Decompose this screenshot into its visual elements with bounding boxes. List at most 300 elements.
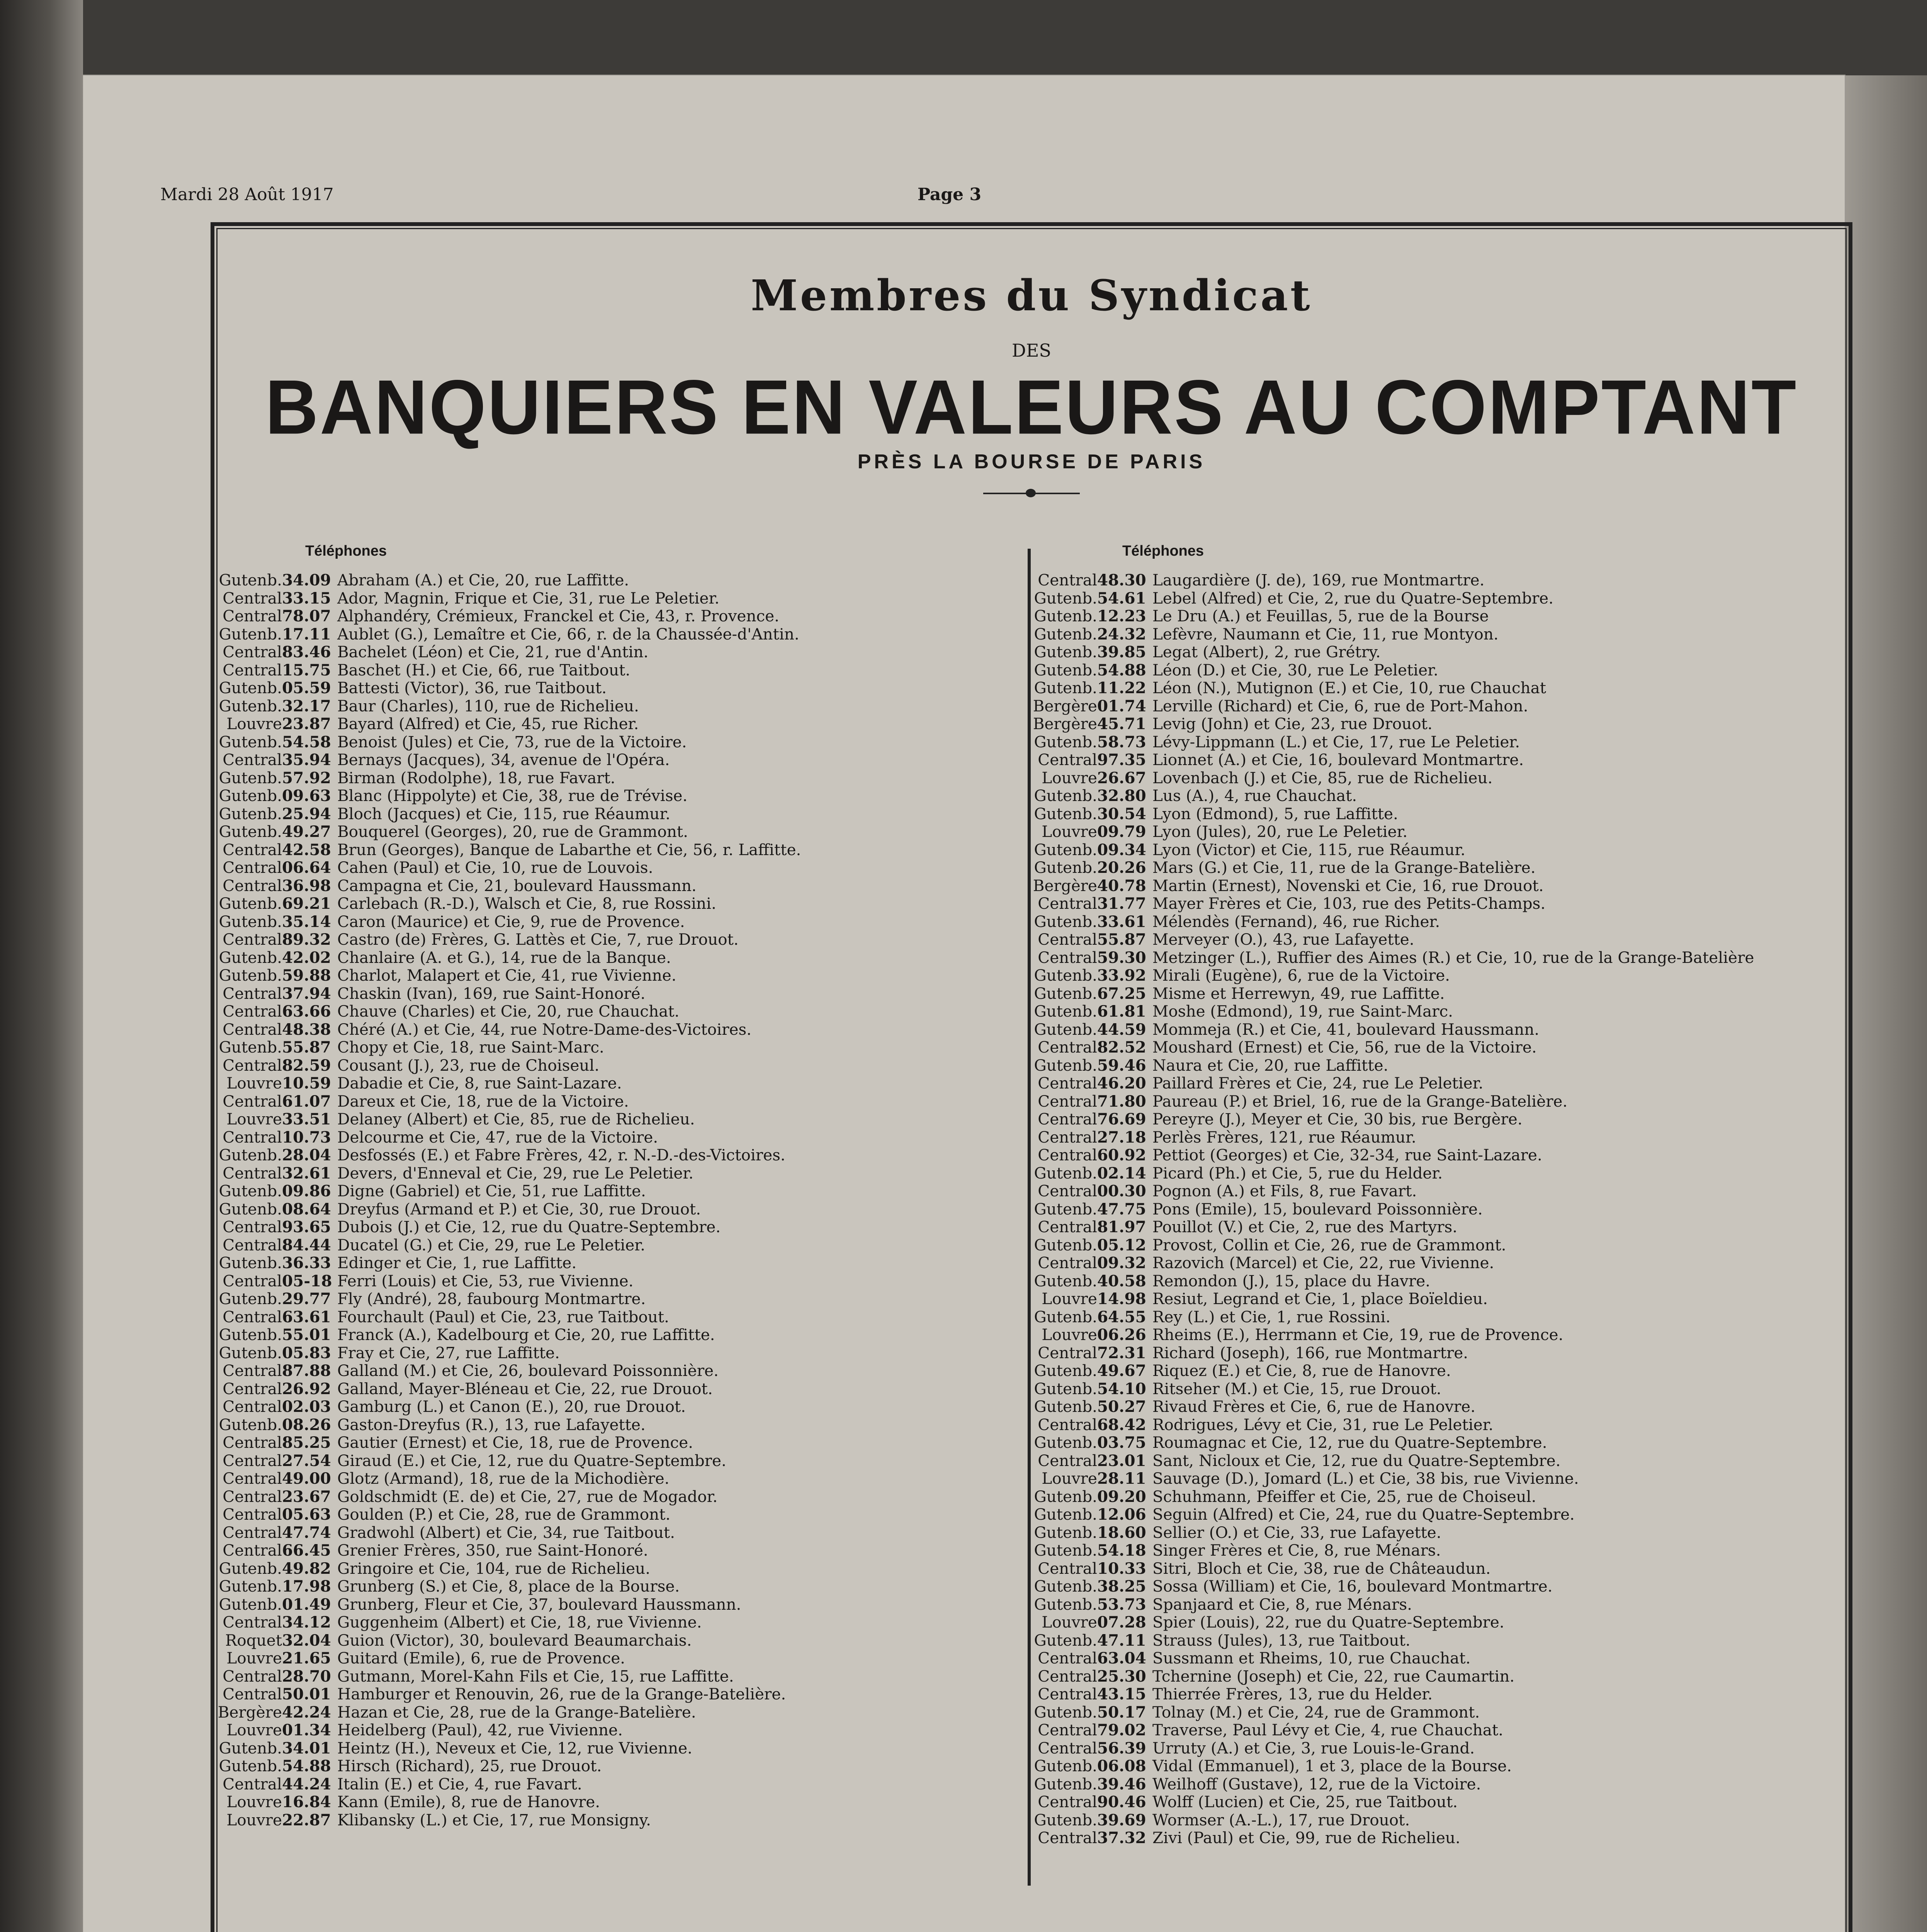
member-exchange: Central (223, 1235, 282, 1254)
member-phone: 09.20 (1097, 1487, 1146, 1506)
member-row (1001, 643, 1754, 661)
member-exchange: Central (1038, 948, 1097, 967)
member-exchange: Central (223, 1002, 282, 1020)
member-row (185, 643, 801, 661)
member-phone: 54.10 (1097, 1379, 1146, 1398)
member-row (185, 1577, 801, 1595)
member-phone: 63.61 (282, 1307, 331, 1326)
member-row (185, 823, 801, 841)
member-exchange: Gutenb. (1034, 1505, 1097, 1524)
member-exchange: Gutenb. (219, 966, 282, 985)
member-row (1001, 1739, 1754, 1757)
member-name: Naura et Cie, 20, rue Laffitte. (1152, 1056, 1388, 1075)
member-row (185, 1703, 801, 1721)
member-row (1001, 1524, 1754, 1542)
member-exchange: Central (223, 840, 282, 859)
member-name: Birman (Rodolphe), 18, rue Favart. (337, 768, 615, 787)
member-row (185, 1434, 801, 1452)
member-phone: 02.14 (1097, 1163, 1146, 1182)
member-exchange: Central (1038, 930, 1097, 949)
member-name: Bachelet (Léon) et Cie, 21, rue d'Antin. (337, 643, 649, 661)
member-row (1001, 805, 1754, 823)
member-row (1001, 1721, 1754, 1739)
member-name: Chopy et Cie, 18, rue Saint-Marc. (337, 1038, 604, 1056)
member-row (1001, 625, 1754, 643)
member-phone: 55.87 (282, 1038, 331, 1056)
member-phone: 82.52 (1097, 1038, 1146, 1056)
member-phone: 34.12 (282, 1613, 331, 1631)
member-row (1001, 1469, 1754, 1488)
member-phone: 27.18 (1097, 1128, 1146, 1146)
member-phone: 43.15 (1097, 1685, 1146, 1703)
member-exchange: Louvre (1042, 1289, 1097, 1308)
member-phone: 06.64 (282, 858, 331, 877)
member-row (1001, 679, 1754, 697)
telephones-header-left: Téléphones (305, 543, 387, 559)
member-phone: 42.24 (282, 1702, 331, 1721)
member-phone: 26.92 (282, 1379, 331, 1398)
member-phone: 46.20 (1097, 1074, 1146, 1092)
member-row (1001, 1020, 1754, 1039)
member-phone: 59.30 (1097, 948, 1146, 967)
member-exchange: Central (223, 1685, 282, 1703)
member-row (1001, 1595, 1754, 1614)
member-row (1001, 787, 1754, 805)
member-phone: 36.98 (282, 876, 331, 895)
member-row (185, 913, 801, 931)
member-row (1001, 1128, 1754, 1146)
member-phone: 90.46 (1097, 1793, 1146, 1811)
member-name: Wolff (Lucien) et Cie, 25, rue Taitbout. (1152, 1793, 1458, 1811)
member-exchange: Gutenb. (1034, 1487, 1097, 1506)
member-exchange: Louvre (226, 1810, 282, 1829)
ornament-divider (983, 493, 1080, 497)
member-exchange: Gutenb. (219, 732, 282, 751)
member-name: Battesti (Victor), 36, rue Taitbout. (337, 679, 607, 697)
member-row (185, 1038, 801, 1056)
member-row (1001, 913, 1754, 931)
member-row (185, 1613, 801, 1631)
member-phone: 56.39 (1097, 1738, 1146, 1757)
member-phone: 09.32 (1097, 1253, 1146, 1272)
member-name: Picard (Ph.) et Cie, 5, rue du Helder. (1152, 1163, 1443, 1182)
member-row (1001, 715, 1754, 733)
member-row (1001, 589, 1754, 607)
member-name: Benoist (Jules) et Cie, 73, rue de la Victoire. (337, 732, 687, 751)
member-exchange: Louvre (226, 1649, 282, 1667)
member-exchange: Gutenb. (219, 696, 282, 715)
member-phone: 33.92 (1097, 966, 1146, 985)
member-exchange: Central (1038, 894, 1097, 913)
member-row (185, 1110, 801, 1128)
member-row (185, 805, 801, 823)
member-phone: 01.49 (282, 1595, 331, 1614)
member-exchange: Gutenb. (1034, 1379, 1097, 1398)
member-phone: 63.66 (282, 1002, 331, 1020)
member-name: Spanjaard et Cie, 8, rue Ménars. (1152, 1595, 1412, 1614)
member-exchange: Gutenb. (1034, 1397, 1097, 1416)
member-name: Zivi (Paul) et Cie, 99, rue de Richelieu. (1152, 1828, 1461, 1847)
member-name: Edinger et Cie, 1, rue Laffitte. (337, 1253, 577, 1272)
member-phone: 54.88 (1097, 660, 1146, 679)
member-name: Rey (L.) et Cie, 1, rue Rossini. (1152, 1307, 1391, 1326)
member-name: Moushard (Ernest) et Cie, 56, rue de la Victoire. (1152, 1038, 1537, 1056)
member-phone: 48.30 (1097, 571, 1146, 589)
member-phone: 68.42 (1097, 1415, 1146, 1434)
member-phone: 12.06 (1097, 1505, 1146, 1524)
member-exchange: Gutenb. (219, 1738, 282, 1757)
member-exchange: Gutenb. (1034, 1541, 1097, 1560)
member-phone: 12.23 (1097, 607, 1146, 625)
member-row (1001, 1775, 1754, 1793)
member-exchange: Central (223, 1613, 282, 1631)
member-phone: 06.08 (1097, 1757, 1146, 1775)
member-phone: 23.01 (1097, 1451, 1146, 1470)
member-phone: 42.58 (282, 840, 331, 859)
member-phone: 44.59 (1097, 1020, 1146, 1039)
member-phone: 17.98 (282, 1577, 331, 1595)
member-row (185, 1254, 801, 1272)
member-row (185, 1164, 801, 1182)
member-row (1001, 1613, 1754, 1631)
member-exchange: Central (1038, 1128, 1097, 1146)
member-phone: 54.58 (282, 732, 331, 751)
member-phone: 44.24 (282, 1774, 331, 1793)
member-exchange: Central (223, 1379, 282, 1398)
member-name: Ador, Magnin, Frique et Cie, 31, rue Le Peletier. (337, 588, 720, 607)
member-exchange: Louvre (1042, 768, 1097, 787)
member-name: Pereyre (J.), Meyer et Cie, 30 bis, rue Bergère. (1152, 1110, 1523, 1128)
member-phone: 25.94 (282, 804, 331, 823)
member-row (1001, 1577, 1754, 1595)
member-exchange: Central (223, 1505, 282, 1524)
member-phone: 53.73 (1097, 1595, 1146, 1614)
member-exchange: Central (223, 1056, 282, 1075)
member-phone: 40.58 (1097, 1271, 1146, 1290)
member-exchange: Gutenb. (1034, 1002, 1097, 1020)
member-name: Alphandéry, Crémieux, Franckel et Cie, 43, r. Provence. (337, 607, 780, 625)
member-name: Rodrigues, Lévy et Cie, 31, rue Le Peletier. (1152, 1415, 1494, 1434)
member-row (185, 697, 801, 715)
member-name: Lévy-Lippmann (L.) et Cie, 17, rue Le Peletier. (1152, 732, 1520, 751)
member-row (185, 895, 801, 913)
member-row (1001, 1074, 1754, 1092)
member-name: Wormser (A.-L.), 17, rue Drouot. (1152, 1810, 1410, 1829)
member-phone: 45.71 (1097, 714, 1146, 733)
member-row (185, 1362, 801, 1380)
member-exchange: Central (1038, 1649, 1097, 1667)
member-row (1001, 1002, 1754, 1020)
member-phone: 55.87 (1097, 930, 1146, 949)
member-name: Lus (A.), 4, rue Chauchat. (1152, 786, 1357, 805)
member-phone: 39.85 (1097, 643, 1146, 661)
member-row (1001, 1200, 1754, 1218)
member-row (185, 1595, 801, 1614)
member-exchange: Bergère (218, 1702, 282, 1721)
member-exchange: Central (1038, 1110, 1097, 1128)
member-exchange: Central (223, 1541, 282, 1560)
member-exchange: Gutenb. (219, 822, 282, 841)
member-phone: 97.35 (1097, 750, 1146, 769)
member-exchange: Gutenb. (1034, 607, 1097, 625)
member-name: Perlès Frères, 121, rue Réaumur. (1152, 1128, 1416, 1146)
member-row (185, 841, 801, 859)
member-row (185, 1469, 801, 1488)
member-row (1001, 1793, 1754, 1811)
member-name: Bayard (Alfred) et Cie, 45, rue Richer. (337, 714, 639, 733)
member-exchange: Louvre (226, 1721, 282, 1739)
member-row (1001, 1541, 1754, 1560)
member-name: Sauvage (D.), Jomard (L.) et Cie, 38 bis, rue Vivienne. (1152, 1469, 1579, 1488)
member-row (1001, 1056, 1754, 1075)
member-exchange: Gutenb. (1034, 660, 1097, 679)
member-name: Lebel (Alfred) et Cie, 2, rue du Quatre-Septembre. (1152, 588, 1554, 607)
member-name: Thierrée Frères, 13, rue du Helder. (1152, 1685, 1433, 1703)
member-exchange: Central (223, 858, 282, 877)
member-row (185, 1344, 801, 1362)
member-name: Singer Frères et Cie, 8, rue Ménars. (1152, 1541, 1441, 1560)
book-spine (0, 0, 83, 1932)
member-exchange: Gutenb. (219, 1146, 282, 1164)
member-exchange: Louvre (226, 714, 282, 733)
header-date: Mardi 28 Août 1917 (160, 185, 334, 204)
member-name: Caron (Maurice) et Cie, 9, rue de Provence. (337, 912, 685, 931)
member-name: Goulden (P.) et Cie, 28, rue de Grammont. (337, 1505, 671, 1524)
member-row (185, 966, 801, 985)
member-name: Franck (A.), Kadelbourg et Cie, 20, rue Laffitte. (337, 1325, 715, 1344)
member-phone: 05.12 (1097, 1235, 1146, 1254)
member-exchange: Central (223, 1092, 282, 1111)
member-row (1001, 1505, 1754, 1524)
member-name: Hazan et Cie, 28, rue de la Grange-Batelière. (337, 1702, 696, 1721)
member-name: Ducatel (G.) et Cie, 29, rue Le Peletier. (337, 1235, 646, 1254)
member-phone: 37.94 (282, 984, 331, 1003)
member-phone: 83.46 (282, 643, 331, 661)
member-name: Aublet (G.), Lemaître et Cie, 66, r. de la Chaussée-d'Antin. (337, 624, 799, 643)
member-name: Digne (Gabriel) et Cie, 51, rue Laffitte. (337, 1182, 646, 1200)
member-phone: 10.73 (282, 1128, 331, 1146)
member-name: Grenier Frères, 350, rue Saint-Honoré. (337, 1541, 648, 1560)
member-phone: 47.11 (1097, 1631, 1146, 1650)
member-name: Kann (Emile), 8, rue de Hanovre. (337, 1793, 600, 1811)
member-phone: 34.09 (282, 571, 331, 589)
member-phone: 54.88 (282, 1757, 331, 1775)
member-name: Le Dru (A.) et Feuillas, 5, rue de la Bourse (1152, 607, 1489, 625)
member-name: Metzinger (L.), Ruffier des Aimes (R.) et Cie, 10, rue de la Grange-Batelière (1152, 948, 1754, 967)
member-name: Mirali (Eugène), 6, rue de la Victoire. (1152, 966, 1450, 985)
member-row (1001, 1416, 1754, 1434)
member-phone: 39.46 (1097, 1774, 1146, 1793)
member-row (185, 877, 801, 895)
member-exchange: Central (1038, 1828, 1097, 1847)
member-row (1001, 1649, 1754, 1667)
member-row (1001, 1092, 1754, 1111)
member-name: Gaston-Dreyfus (R.), 13, rue Lafayette. (337, 1415, 646, 1434)
member-name: Lionnet (A.) et Cie, 16, boulevard Montmartre. (1152, 750, 1524, 769)
member-phone: 47.74 (282, 1523, 331, 1542)
member-name: Giraud (E.) et Cie, 12, rue du Quatre-Septembre. (337, 1451, 726, 1470)
member-name: Pons (Emile), 15, boulevard Poissonnière. (1152, 1199, 1483, 1218)
member-name: Sussmann et Rheims, 10, rue Chauchat. (1152, 1649, 1471, 1667)
member-row (1001, 571, 1754, 589)
member-name: Remondon (J.), 15, place du Havre. (1152, 1271, 1431, 1290)
member-name: Baschet (H.) et Cie, 66, rue Taitbout. (337, 660, 630, 679)
member-row (1001, 1685, 1754, 1703)
member-row (185, 787, 801, 805)
member-name: Rheims (E.), Herrmann et Cie, 19, rue de Provence. (1152, 1325, 1563, 1344)
member-exchange: Gutenb. (219, 786, 282, 805)
member-name: Ferri (Louis) et Cie, 53, rue Vivienne. (337, 1271, 634, 1290)
member-exchange: Gutenb. (1034, 1020, 1097, 1039)
member-name: Chaskin (Ivan), 169, rue Saint-Honoré. (337, 984, 646, 1003)
member-exchange: Central (1038, 750, 1097, 769)
member-row (185, 859, 801, 877)
member-row (185, 1505, 801, 1524)
member-name: Tchernine (Joseph) et Cie, 22, rue Caumartin. (1152, 1667, 1515, 1685)
member-name: Chéré (A.) et Cie, 44, rue Notre-Dame-des-Victoires. (337, 1020, 752, 1039)
member-name: Bouquerel (Georges), 20, rue de Grammont. (337, 822, 688, 841)
member-phone: 50.01 (282, 1685, 331, 1703)
member-name: Charlot, Malapert et Cie, 41, rue Vivienne. (337, 966, 676, 985)
member-exchange: Gutenb. (1034, 1433, 1097, 1452)
member-row (1001, 661, 1754, 679)
member-row (1001, 1560, 1754, 1578)
member-exchange: Central (1038, 1793, 1097, 1811)
member-name: Weilhoff (Gustave), 12, rue de la Victoire. (1152, 1774, 1481, 1793)
member-name: Merveyer (O.), 43, rue Lafayette. (1152, 930, 1414, 949)
member-phone: 82.59 (282, 1056, 331, 1075)
member-exchange: Gutenb. (219, 571, 282, 589)
member-name: Bloch (Jacques) et Cie, 115, rue Réaumur. (337, 804, 671, 823)
member-row (1001, 1757, 1754, 1775)
member-phone: 24.32 (1097, 624, 1146, 643)
member-row (185, 1398, 801, 1416)
member-name: Pettiot (Georges) et Cie, 32-34, rue Saint-Lazare. (1152, 1146, 1542, 1164)
member-phone: 58.73 (1097, 732, 1146, 751)
member-exchange: Central (223, 1523, 282, 1542)
member-phone: 49.27 (282, 822, 331, 841)
member-row (185, 607, 801, 625)
member-phone: 39.69 (1097, 1810, 1146, 1829)
member-name: Castro (de) Frères, G. Lattès et Cie, 7, rue Drouot. (337, 930, 739, 949)
member-phone: 49.82 (282, 1559, 331, 1578)
member-name: Léon (N.), Mutignon (E.) et Cie, 10, rue Chauchat (1152, 679, 1546, 697)
member-name: Heintz (H.), Neveux et Cie, 12, rue Vivienne. (337, 1738, 693, 1757)
member-name: Blanc (Hippolyte) et Cie, 38, rue de Trévise. (337, 786, 688, 805)
member-exchange: Central (223, 984, 282, 1003)
member-phone: 57.92 (282, 768, 331, 787)
member-exchange: Gutenb. (219, 624, 282, 643)
member-row (1001, 1398, 1754, 1416)
member-name: Bernays (Jacques), 34, avenue de l'Opéra. (337, 750, 670, 769)
member-name: Lefèvre, Naumann et Cie, 11, rue Montyon. (1152, 624, 1499, 643)
member-phone: 28.11 (1097, 1469, 1146, 1488)
member-phone: 00.30 (1097, 1182, 1146, 1200)
member-row (185, 751, 801, 769)
member-exchange: Gutenb. (1034, 1757, 1097, 1775)
member-row (185, 1667, 801, 1685)
member-phone: 03.75 (1097, 1433, 1146, 1452)
member-exchange: Central (1038, 1146, 1097, 1164)
member-name: Guggenheim (Albert) et Cie, 18, rue Vivienne. (337, 1613, 702, 1631)
member-row (185, 1721, 801, 1739)
member-name: Vidal (Emmanuel), 1 et 3, place de la Bourse. (1152, 1757, 1512, 1775)
member-row (185, 1793, 801, 1811)
member-row (185, 1272, 801, 1290)
member-row (1001, 1452, 1754, 1470)
member-row (1001, 895, 1754, 913)
members-list-right (1001, 571, 1754, 1847)
member-phone: 61.07 (282, 1092, 331, 1111)
member-phone: 89.32 (282, 930, 331, 949)
member-name: Campagna et Cie, 21, boulevard Haussmann. (337, 876, 697, 895)
page-edge (1845, 75, 1927, 1932)
member-name: Desfossés (E.) et Fabre Frères, 42, r. N.-D.-des-Victoires. (337, 1146, 785, 1164)
member-name: Strauss (Jules), 13, rue Taitbout. (1152, 1631, 1410, 1650)
member-phone: 18.60 (1097, 1523, 1146, 1542)
member-exchange: Central (223, 1451, 282, 1470)
member-exchange: Gutenb. (1034, 858, 1097, 877)
member-phone: 49.67 (1097, 1361, 1146, 1380)
member-name: Fray et Cie, 27, rue Laffitte. (337, 1343, 560, 1362)
member-exchange: Louvre (226, 1110, 282, 1128)
member-phone: 09.79 (1097, 822, 1146, 841)
member-exchange: Gutenb. (219, 894, 282, 913)
member-exchange: Central (1038, 1451, 1097, 1470)
member-row (1001, 823, 1754, 841)
member-row (1001, 1110, 1754, 1128)
member-phone: 38.25 (1097, 1577, 1146, 1595)
member-row (185, 1182, 801, 1200)
member-row (1001, 1362, 1754, 1380)
member-name: Roumagnac et Cie, 12, rue du Quatre-Septembre. (1152, 1433, 1547, 1452)
member-row (1001, 1488, 1754, 1506)
member-name: Martin (Ernest), Novenski et Cie, 16, rue Drouot. (1152, 876, 1544, 895)
member-name: Heidelberg (Paul), 42, rue Vivienne. (337, 1721, 623, 1739)
member-name: Pouillot (V.) et Cie, 2, rue des Martyrs. (1152, 1218, 1458, 1236)
member-row (185, 1020, 801, 1039)
member-exchange: Central (1038, 1074, 1097, 1092)
member-phone: 09.63 (282, 786, 331, 805)
member-exchange: Central (1038, 1343, 1097, 1362)
member-exchange: Central (223, 1667, 282, 1685)
member-row (185, 930, 801, 949)
member-exchange: Gutenb. (1034, 912, 1097, 931)
member-name: Chauve (Charles) et Cie, 20, rue Chauchat. (337, 1002, 680, 1020)
member-exchange: Central (1038, 1738, 1097, 1757)
member-row (185, 1326, 801, 1344)
member-row (185, 985, 801, 1003)
member-exchange: Gutenb. (1034, 966, 1097, 985)
member-name: Devers, d'Enneval et Cie, 29, rue Le Peletier. (337, 1163, 694, 1182)
title-syndicat: Membres du Syndicat (751, 270, 1312, 320)
member-name: Delaney (Albert) et Cie, 85, rue de Richelieu. (337, 1110, 695, 1128)
member-name: Grunberg, Fleur et Cie, 37, boulevard Haussmann. (337, 1595, 741, 1614)
member-phone: 33.51 (282, 1110, 331, 1128)
member-phone: 16.84 (282, 1793, 331, 1811)
member-row (185, 1074, 801, 1092)
member-row (1001, 751, 1754, 769)
member-exchange: Gutenb. (219, 679, 282, 697)
member-exchange: Central (223, 643, 282, 661)
member-row (185, 661, 801, 679)
member-name: Rivaud Frères et Cie, 6, rue de Hanovre. (1152, 1397, 1476, 1416)
member-phone: 36.33 (282, 1253, 331, 1272)
member-row (185, 1631, 801, 1650)
member-row (185, 1775, 801, 1793)
member-exchange: Gutenb. (219, 1343, 282, 1362)
member-row (1001, 930, 1754, 949)
